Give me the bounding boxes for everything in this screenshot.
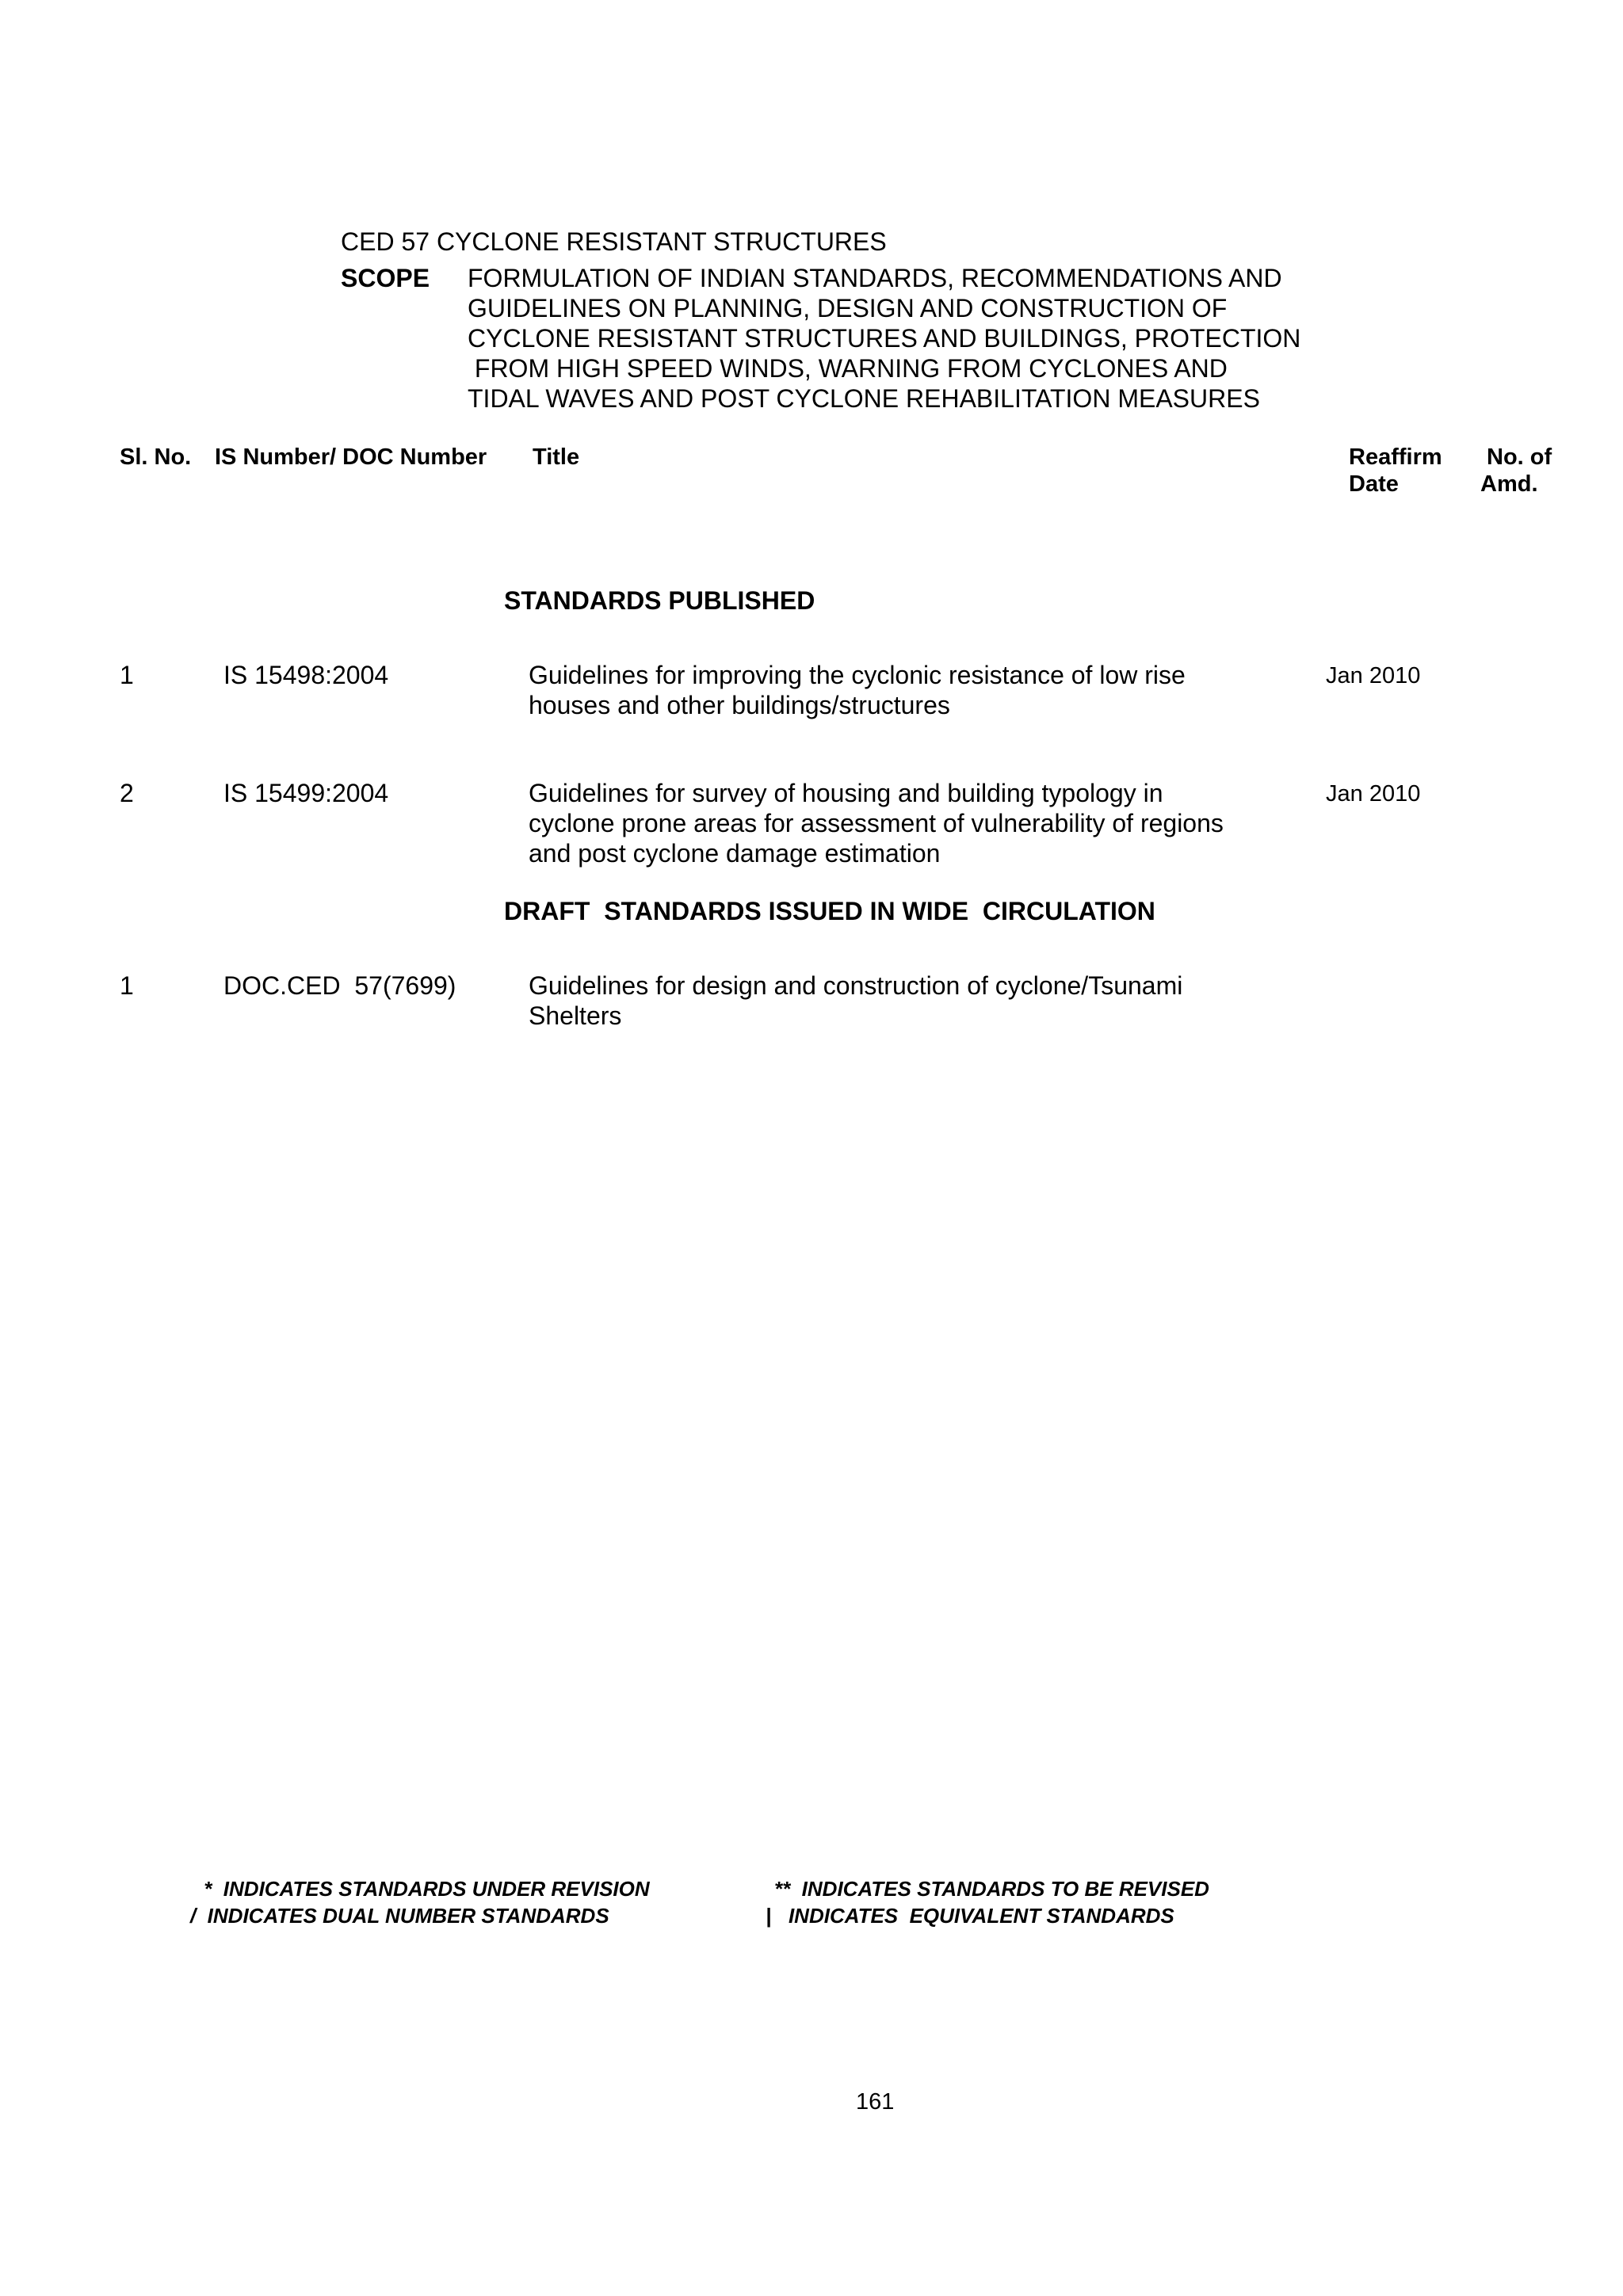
scope-line: TIDAL WAVES AND POST CYCLONE REHABILITATION MEASURES bbox=[468, 384, 1260, 413]
section-heading: DRAFT STANDARDS ISSUED IN WIDE CIRCULATION bbox=[504, 897, 1155, 925]
scope-line: FORMULATION OF INDIAN STANDARDS, RECOMMENDATIONS AND bbox=[468, 264, 1282, 292]
row-number: IS 15498:2004 bbox=[223, 661, 389, 689]
row-title: Guidelines for survey of housing and building typology in cyclone prone areas for assessment of vulnerability of regions and post cyclone damage estimation bbox=[529, 779, 1224, 868]
scope-line: GUIDELINES ON PLANNING, DESIGN AND CONSTRUCTION OF bbox=[468, 294, 1228, 322]
col-reaffirm: Reaffirm bbox=[1349, 444, 1442, 470]
page-number: 161 bbox=[856, 2089, 895, 2115]
scope-label: SCOPE bbox=[341, 264, 430, 292]
legend-dual-number: / INDICATES DUAL NUMBER STANDARDS bbox=[190, 1904, 609, 1928]
scope-text bbox=[468, 263, 1300, 414]
legend-under-revision: * INDICATES STANDARDS UNDER REVISION bbox=[198, 1877, 650, 1901]
col-is-number: IS Number/ DOC Number bbox=[215, 444, 487, 470]
row-number: IS 15499:2004 bbox=[223, 779, 389, 807]
row-sl: 1 bbox=[120, 971, 134, 1000]
committee-heading: CED 57 CYCLONE RESISTANT STRUCTURES bbox=[341, 227, 887, 256]
row-sl: 2 bbox=[120, 779, 134, 807]
row-reaffirm: Jan 2010 bbox=[1326, 663, 1421, 688]
legend-equivalent: | INDICATES EQUIVALENT STANDARDS bbox=[766, 1904, 1174, 1928]
row-sl: 1 bbox=[120, 661, 134, 689]
col-title: Title bbox=[533, 444, 580, 470]
scope-line: FROM HIGH SPEED WINDS, WARNING FROM CYCLONES AND bbox=[468, 354, 1228, 383]
row-title: Guidelines for improving the cyclonic resistance of low rise houses and other buildings/structures bbox=[529, 661, 1186, 719]
scope-line: CYCLONE RESISTANT STRUCTURES AND BUILDINGS, PROTECTION bbox=[468, 324, 1301, 353]
col-no-of: No. of bbox=[1487, 444, 1552, 470]
row-reaffirm: Jan 2010 bbox=[1326, 781, 1421, 807]
col-sl-no: Sl. No. bbox=[120, 444, 192, 470]
row-title: Guidelines for design and construction of cyclone/Tsunami Shelters bbox=[529, 971, 1183, 1030]
col-amd: Amd. bbox=[1480, 471, 1538, 497]
row-number: DOC.CED 57(7699) bbox=[223, 971, 456, 1000]
section-heading: STANDARDS PUBLISHED bbox=[504, 586, 815, 615]
col-reaffirm-date: Date bbox=[1349, 471, 1399, 497]
legend-to-be-revised: ** INDICATES STANDARDS TO BE REVISED bbox=[774, 1877, 1209, 1901]
